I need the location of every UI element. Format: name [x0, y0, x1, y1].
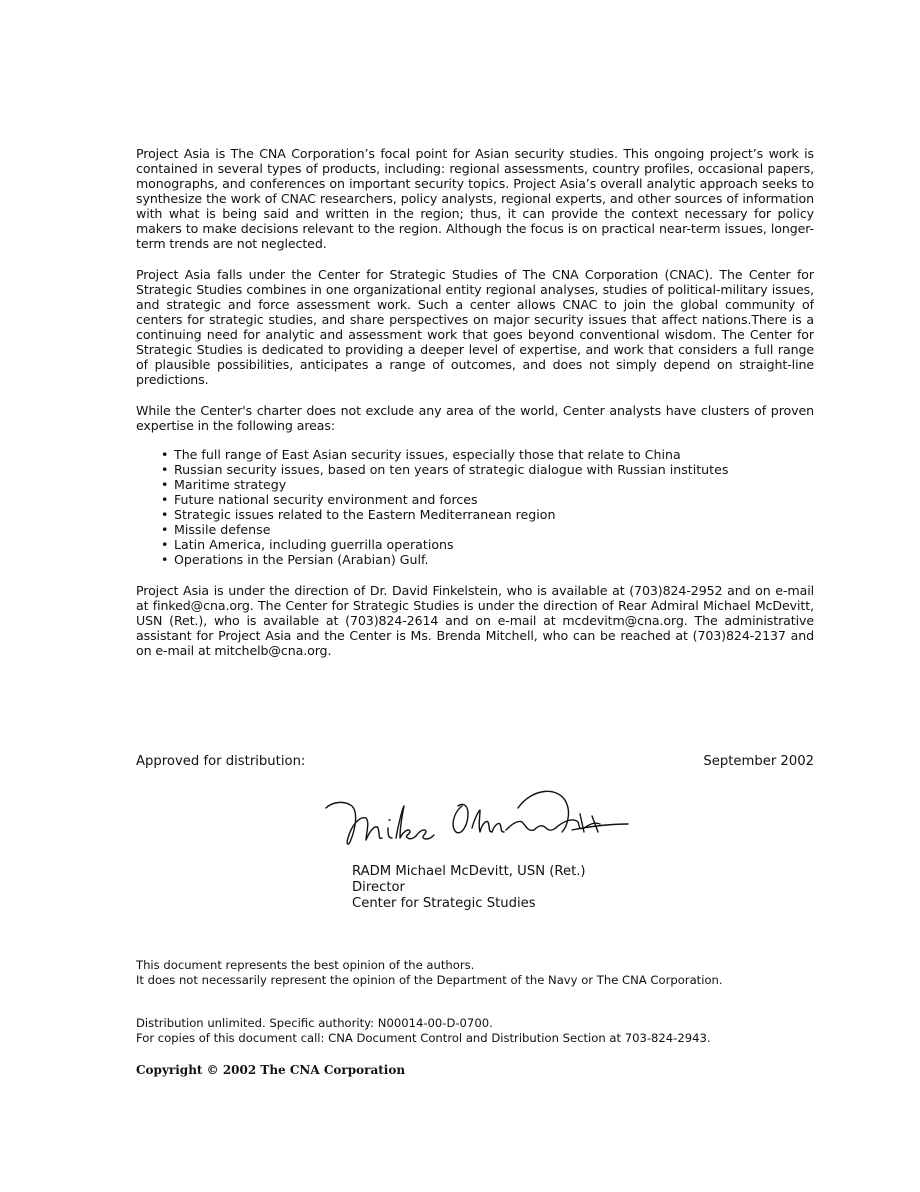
list-item: • Strategic issues related to the Eastern Mediterranean region [160, 507, 814, 522]
distribution-line: Distribution unlimited. Specific authority: N00014-00-D-0700. [136, 1016, 493, 1030]
approval-date: September 2002 [703, 754, 814, 769]
list-item: • Russian security issues, based on ten years of strategic dialogue with Russian institutes [160, 462, 814, 477]
distribution-notice [136, 1016, 711, 1046]
list-item: • Missile defense [160, 522, 814, 537]
expertise-intro-paragraph: While the Center's charter does not exclude any area of the world, Center analysts have clusters of proven expertise in the following areas: [136, 403, 814, 433]
disclaimer [136, 958, 723, 988]
list-item: • Latin America, including guerrilla operations [160, 537, 814, 552]
signer-block [352, 864, 586, 912]
distribution-line: For copies of this document call: CNA Document Control and Distribution Section at 703-824-2943. [136, 1031, 711, 1045]
approval-label: Approved for distribution: [136, 754, 306, 769]
intro-paragraph: Project Asia is The CNA Corporation’s focal point for Asian security studies. This ongoing project’s work is contained in several types of products, including: regional assessments, country profiles, occasional papers, monographs, and conferences on important security topics. Project Asia’s overall analytic approach seeks to synthesize the work of CNAC researchers, policy analysts, regional experts, and other sources of information with what is being said and written in the region; thus, it can provide the context necessary for policy makers to make decisions relevant to the region. Although the focus is on practical near-term issues, longer-term trends are not neglected. [136, 146, 814, 251]
contact-paragraph: Project Asia is under the direction of Dr. David Finkelstein, who is available at (703)824-2952 and on e-mail at finked@cna.org. The Center for Strategic Studies is under the direction of Rear Admiral Michael McDevitt, USN (Ret.), who is available at (703)824-2614 and on e-mail at mcdevitm@cna.org. The administrative assistant for Project Asia and the Center is Ms. Brenda Mitchell, who can be reached at (703)824-2137 and on e-mail at mitchelb@cna.org. [136, 583, 814, 658]
copyright: Copyright © 2002 The CNA Corporation [136, 1063, 406, 1077]
disclaimer-line: This document represents the best opinion of the authors. [136, 958, 475, 972]
body-text [136, 146, 814, 674]
list-item: • Operations in the Persian (Arabian) Gulf. [160, 552, 814, 567]
list-item: • The full range of East Asian security issues, especially those that relate to China [160, 447, 814, 462]
expertise-list [160, 447, 814, 567]
disclaimer-line: It does not necessarily represent the opinion of the Department of the Navy or The CNA Corporation. [136, 973, 723, 987]
signer-name: RADM Michael McDevitt, USN (Ret.) [352, 864, 586, 879]
signer-organization: Center for Strategic Studies [352, 896, 536, 911]
list-item: • Future national security environment and forces [160, 492, 814, 507]
center-paragraph: Project Asia falls under the Center for Strategic Studies of The CNA Corporation (CNAC). The Center for Strategic Studies combines in one organizational entity regional analyses, studies of political-military issues, and strategic and force assessment work. Such a center allows CNAC to join the global community of centers for strategic studies, and share perspectives on major security issues that affect nations.There is a continuing need for analytic and assessment work that goes beyond conventional wisdom. The Center for Strategic Studies is dedicated to providing a deeper level of expertise, and work that considers a full range of plausible possibilities, anticipates a range of outcomes, and does not simply depend on straight-line predictions. [136, 267, 814, 387]
signature [322, 782, 632, 854]
signer-title: Director [352, 880, 405, 895]
list-item: • Maritime strategy [160, 477, 814, 492]
